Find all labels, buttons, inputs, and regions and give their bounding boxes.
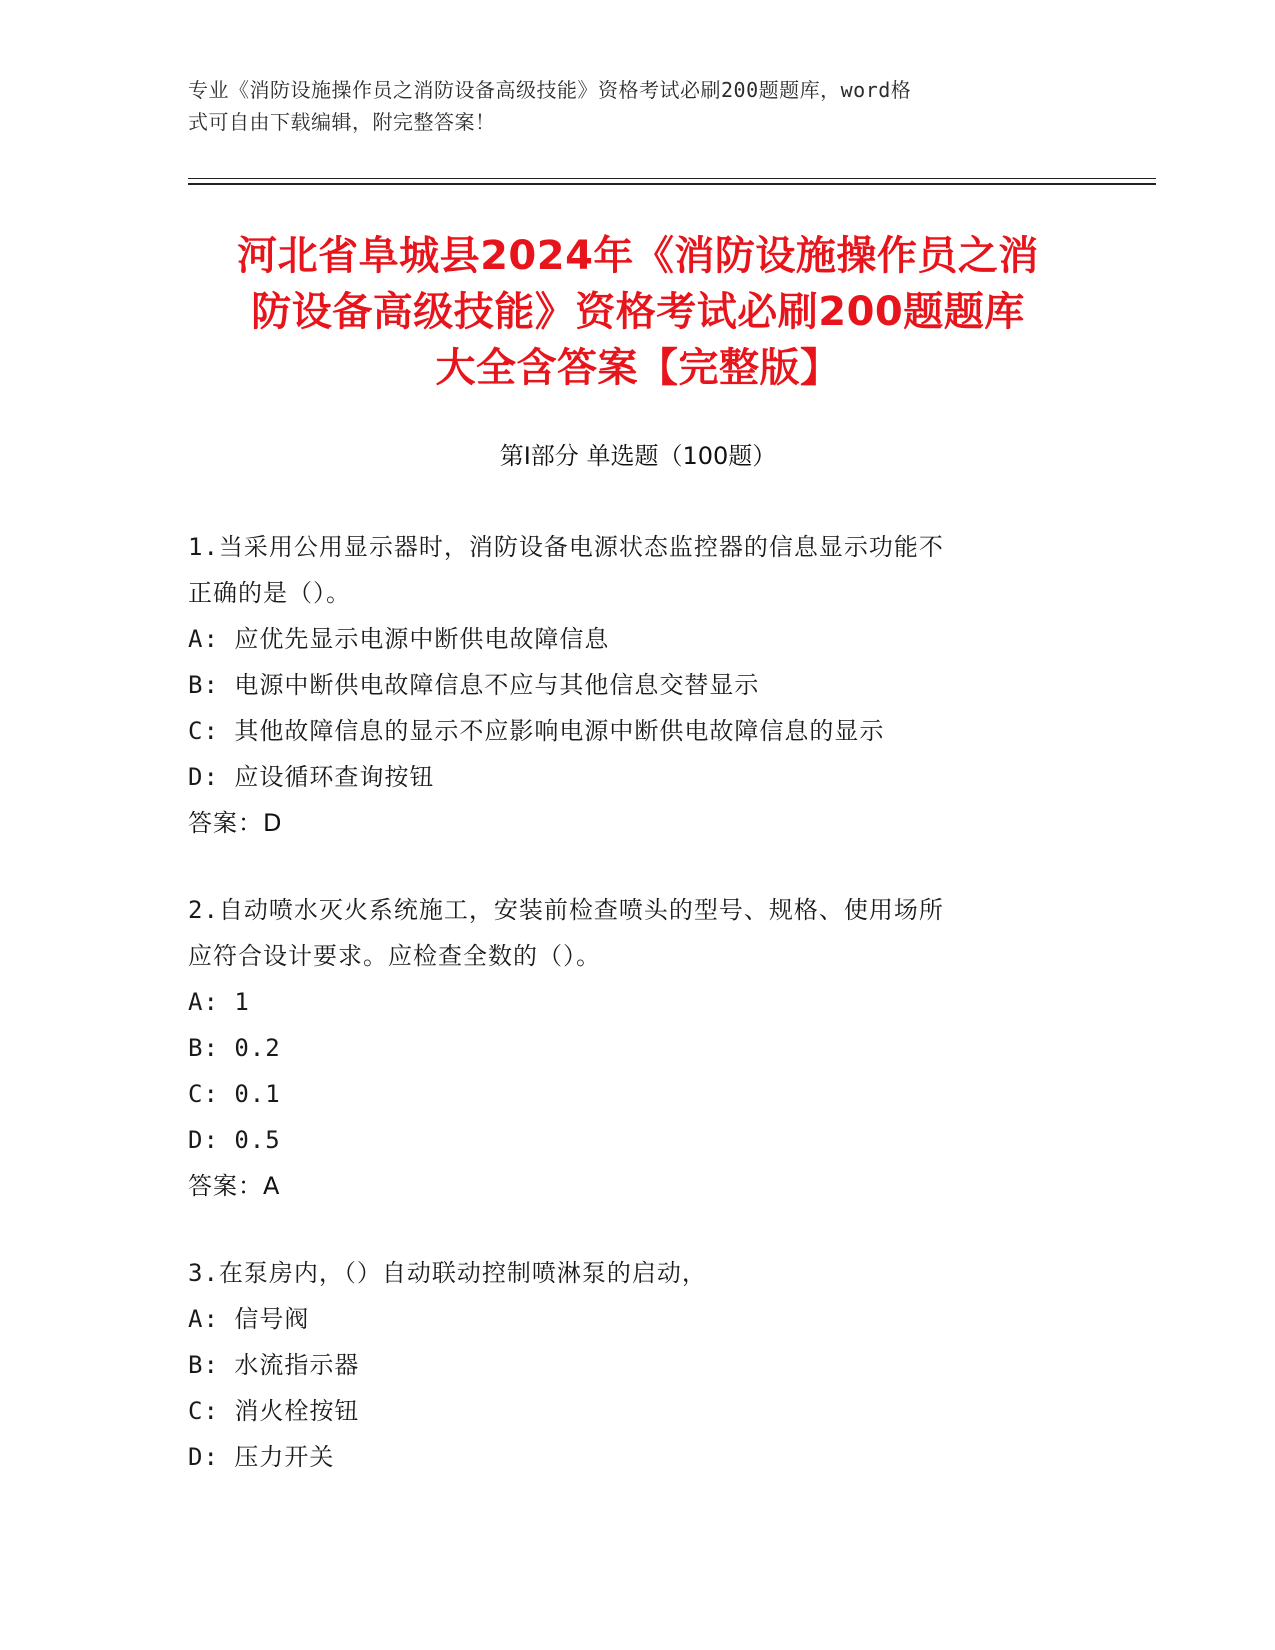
header-note [188,74,1068,138]
document-title-line-3: 大全含答案【完整版】 [435,345,841,391]
option-b: B: 0.2 [188,1034,281,1062]
question-3 [188,1250,1068,1480]
option-b: B: 水流指示器 [188,1351,360,1379]
document-title [188,228,1088,396]
option-d: D: 压力开关 [188,1443,335,1471]
question-stem-line-2: 应符合设计要求。应检查全数的（）。 [188,942,601,970]
option-c: C: 0.1 [188,1080,281,1108]
question-stem-line-1: 3.在泵房内，（）自动联动控制喷淋泵的启动， [188,1259,707,1287]
section-title: 第I部分 单选题（100题） [499,442,777,470]
header-divider-thick [188,183,1156,185]
header-note-line-1: 专业《消防设施操作员之消防设备高级技能》资格考试必刷200题题库，word格 [188,78,912,102]
question-stem-line-1: 2.自动喷水灭火系统施工，安装前检查喷头的型号、规格、使用场所 [188,896,944,924]
answer-line: 答案：A [188,1172,281,1200]
question-1 [188,524,1068,846]
option-d: D: 应设循环查询按钮 [188,763,435,791]
question-stem-line-2: 正确的是（）。 [188,579,351,607]
answer-line: 答案：D [188,809,283,837]
question-stem-line-1: 1.当采用公用显示器时，消防设备电源状态监控器的信息显示功能不 [188,533,944,561]
document-title-line-2: 防设备高级技能》资格考试必刷200题题库 [251,289,1025,335]
option-d: D: 0.5 [188,1126,281,1154]
document-title-line-1: 河北省阜城县2024年《消防设施操作员之消 [237,233,1039,279]
option-a: A: 应优先显示电源中断供电故障信息 [188,625,610,653]
header-note-line-2: 式可自由下载编辑，附完整答案！ [188,110,496,134]
option-c: C: 消火栓按钮 [188,1397,360,1425]
option-a: A: 信号阀 [188,1305,310,1333]
option-c: C: 其他故障信息的显示不应影响电源中断供电故障信息的显示 [188,717,885,745]
option-b: B: 电源中断供电故障信息不应与其他信息交替显示 [188,671,760,699]
header-divider-thin [188,178,1156,179]
question-2 [188,887,1068,1209]
option-a: A: 1 [188,988,250,1016]
